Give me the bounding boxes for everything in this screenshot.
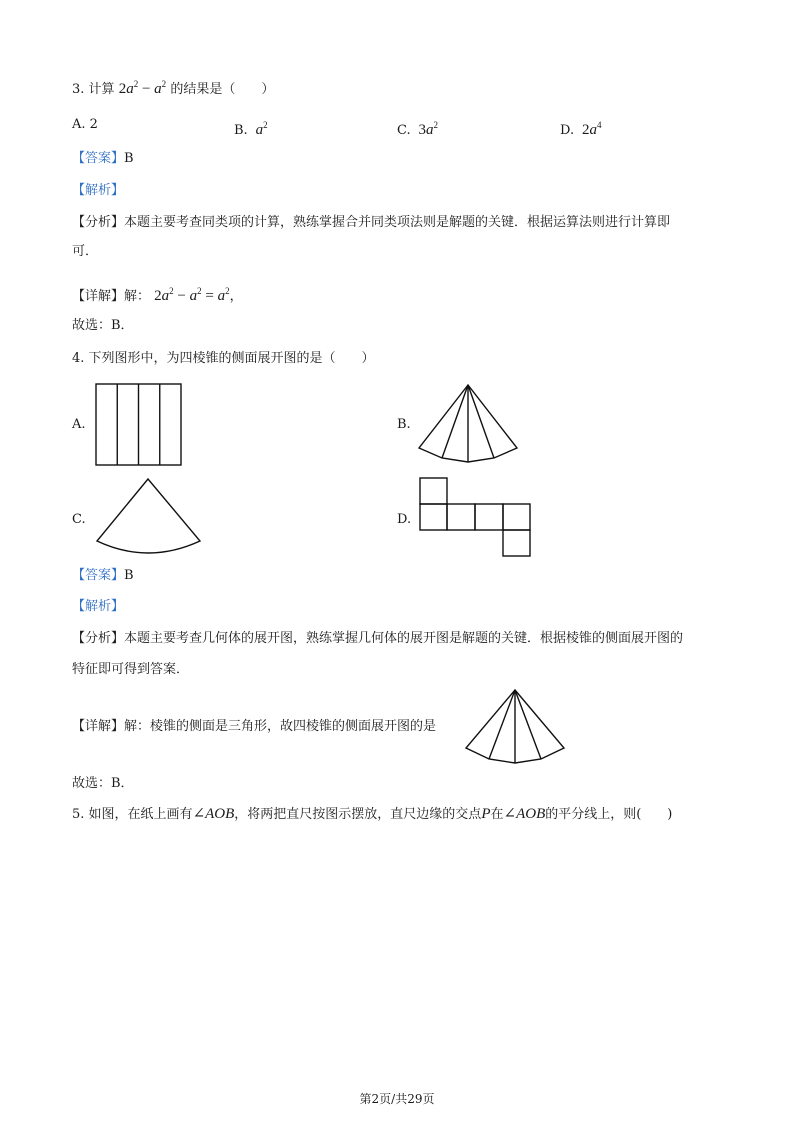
q3-option-a: A. 2: [72, 117, 98, 132]
q3-answer: [72, 151, 134, 167]
q3-stem: [72, 76, 274, 98]
q3-option-d-math: $2a^4$: [578, 120, 602, 138]
q4-figure-b-fan-triangles: [418, 385, 520, 465]
q5-part1: 如图，在纸上画有: [88, 807, 193, 822]
q3-stem-post: 的结果是（ ）: [170, 82, 275, 97]
q3-detail-pre: 解：: [124, 289, 151, 304]
q4-stem-text: 下列图形中，为四棱锥的侧面展开图的是（ ）: [88, 351, 375, 366]
q4-detail-text: 解：棱锥的侧面是三角形，故四棱锥的侧面展开图的是: [124, 719, 437, 734]
q5-point: P: [481, 806, 491, 822]
q3-answer-tag: 【答案】: [72, 151, 125, 166]
q3-option-c-label: C.: [397, 123, 411, 138]
q3-analysis-tag: 【解析】: [72, 183, 125, 198]
q5-angle-1: ∠AOB: [192, 806, 235, 822]
q4-fenxi-line1: 本题主要考查几何体的展开图，熟练掌握几何体的展开图是解题的关键．根据棱锥的侧面展开图的: [124, 631, 684, 646]
q4-answer: [72, 568, 134, 584]
q5-angle-2: ∠AOB: [503, 806, 546, 822]
q5-stem: [72, 806, 672, 823]
q4-figure-c-sector: [96, 479, 202, 559]
q4-fenxi-line2: 特征即可得到答案．: [72, 662, 190, 677]
q4-analysis-tag: 【解析】: [72, 599, 125, 614]
q3-detail-math: $2a^2 - a^2 = a^2$: [154, 286, 230, 304]
q3-option-b-label: B.: [234, 123, 248, 138]
q3-option-c: [397, 117, 438, 139]
q3-option-c-math: $3a^2$: [414, 120, 439, 138]
q4-answer-tag: 【答案】: [72, 568, 125, 583]
q3-stem-pre: 计算: [88, 82, 115, 97]
q4-choose: 故选：B．: [72, 776, 134, 791]
q4-number: 4.: [72, 351, 85, 366]
q5-part4: 的平分线上，则( ): [545, 807, 673, 822]
q4-detail-tag: 【详解】: [72, 719, 125, 734]
q4-stem: [72, 351, 375, 367]
q3-fenxi-line1: 本题主要考查同类项的计算，熟练掌握合并同类项法则是解题的关键．根据运算法则进行计算即: [124, 215, 671, 230]
q4-figure-d-square-net: [420, 478, 532, 558]
q5-number: 5.: [72, 807, 85, 822]
q4-label-c: C.: [72, 512, 86, 527]
q3-fenxi-tag: 【分析】: [72, 215, 125, 230]
q5-part3: 在: [490, 807, 504, 822]
q3-choose: 故选：B．: [72, 318, 134, 333]
q3-expression: $2a^2 - a^2$: [118, 79, 167, 97]
q4-fenxi: [72, 631, 683, 647]
q4-label-d: D.: [397, 512, 412, 527]
q3-answer-value: B: [124, 151, 134, 166]
q3-fenxi: [72, 215, 670, 231]
q3-option-b: [234, 117, 268, 139]
q4-detail-figure-fan-triangles: [465, 690, 567, 766]
q5-part2: ，将两把直尺按图示摆放，直尺边缘的交点: [234, 807, 482, 822]
q4-fenxi-tag: 【分析】: [72, 631, 125, 646]
q4-label-a: A.: [72, 417, 86, 432]
q4-answer-value: B: [124, 568, 134, 583]
q4-label-b: B.: [397, 417, 411, 432]
q3-detail: [72, 283, 243, 305]
q4-detail: [72, 719, 436, 735]
q3-detail-tag: 【详解】: [72, 289, 125, 304]
q3-fenxi-line2: 可．: [72, 244, 99, 259]
page-footer: 第2页/共29页: [359, 1092, 435, 1106]
q3-option-d-label: D.: [560, 123, 575, 138]
q3-number: 3.: [72, 82, 85, 97]
q3-option-b-math: $a^2$: [255, 120, 268, 138]
q3-detail-post: ，: [229, 289, 243, 304]
q3-option-d: [560, 117, 601, 139]
q4-figure-a-four-rectangles: [96, 384, 182, 466]
